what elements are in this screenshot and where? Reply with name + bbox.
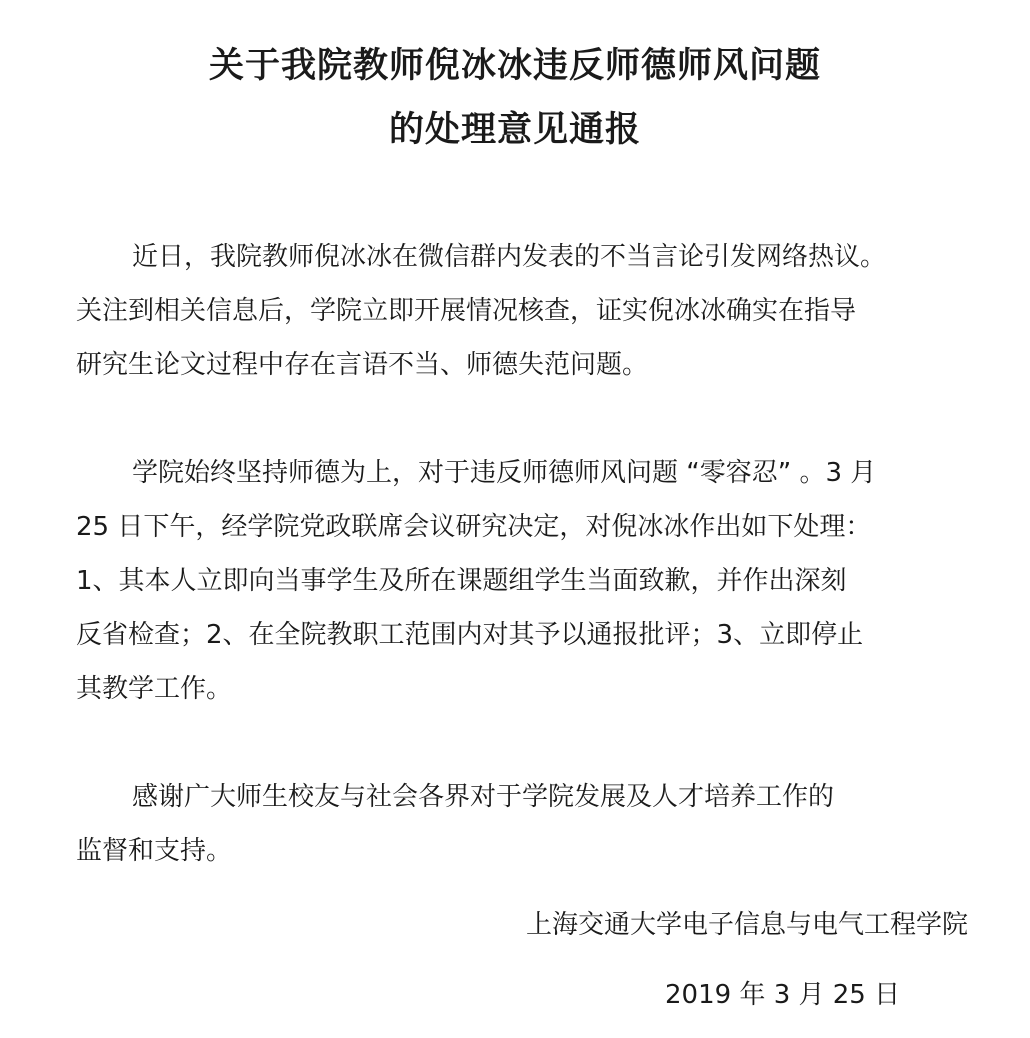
paragraph-line: 近日，我院教师倪冰冰在微信群内发表的不当言论引发网络热议。: [132, 242, 887, 272]
paragraph-line: 研究生论文过程中存在言语不当、师德失范问题。: [76, 350, 649, 380]
document-title-line-2: 的处理意见通报: [388, 110, 641, 150]
paragraph-1: [76, 230, 976, 392]
document-title-line-1: 关于我院教师倪冰冰违反师德师风问题: [208, 46, 821, 86]
paragraph-line: 1、其本人立即向当事学生及所在课题组学生当面致歉，并作出深刻: [76, 566, 847, 596]
signature-organization: 上海交通大学电子信息与电气工程学院: [525, 910, 968, 940]
paragraph-line: 25 日下午，经学院党政联席会议研究决定，对倪冰冰作出如下处理：: [76, 512, 872, 542]
paragraph-line: 学院始终坚持师德为上，对于违反师德师风问题 “零容忍” 。3 月: [132, 458, 877, 488]
paragraph-3: [76, 770, 976, 878]
paragraph-line: 监督和支持。: [76, 836, 233, 866]
paragraph-line: 感谢广大师生校友与社会各界对于学院发展及人才培养工作的: [132, 782, 835, 812]
paragraph-line: 反省检查；2、在全院教职工范围内对其予以通报批评；3、立即停止: [76, 620, 864, 650]
signature-date: 2019 年 3 月 25 日: [665, 980, 901, 1010]
paragraph-line: 关注到相关信息后，学院立即开展情况核查，证实倪冰冰确实在指导: [76, 296, 857, 326]
paragraph-2: [76, 446, 976, 716]
paragraph-line: 其教学工作。: [76, 674, 233, 704]
